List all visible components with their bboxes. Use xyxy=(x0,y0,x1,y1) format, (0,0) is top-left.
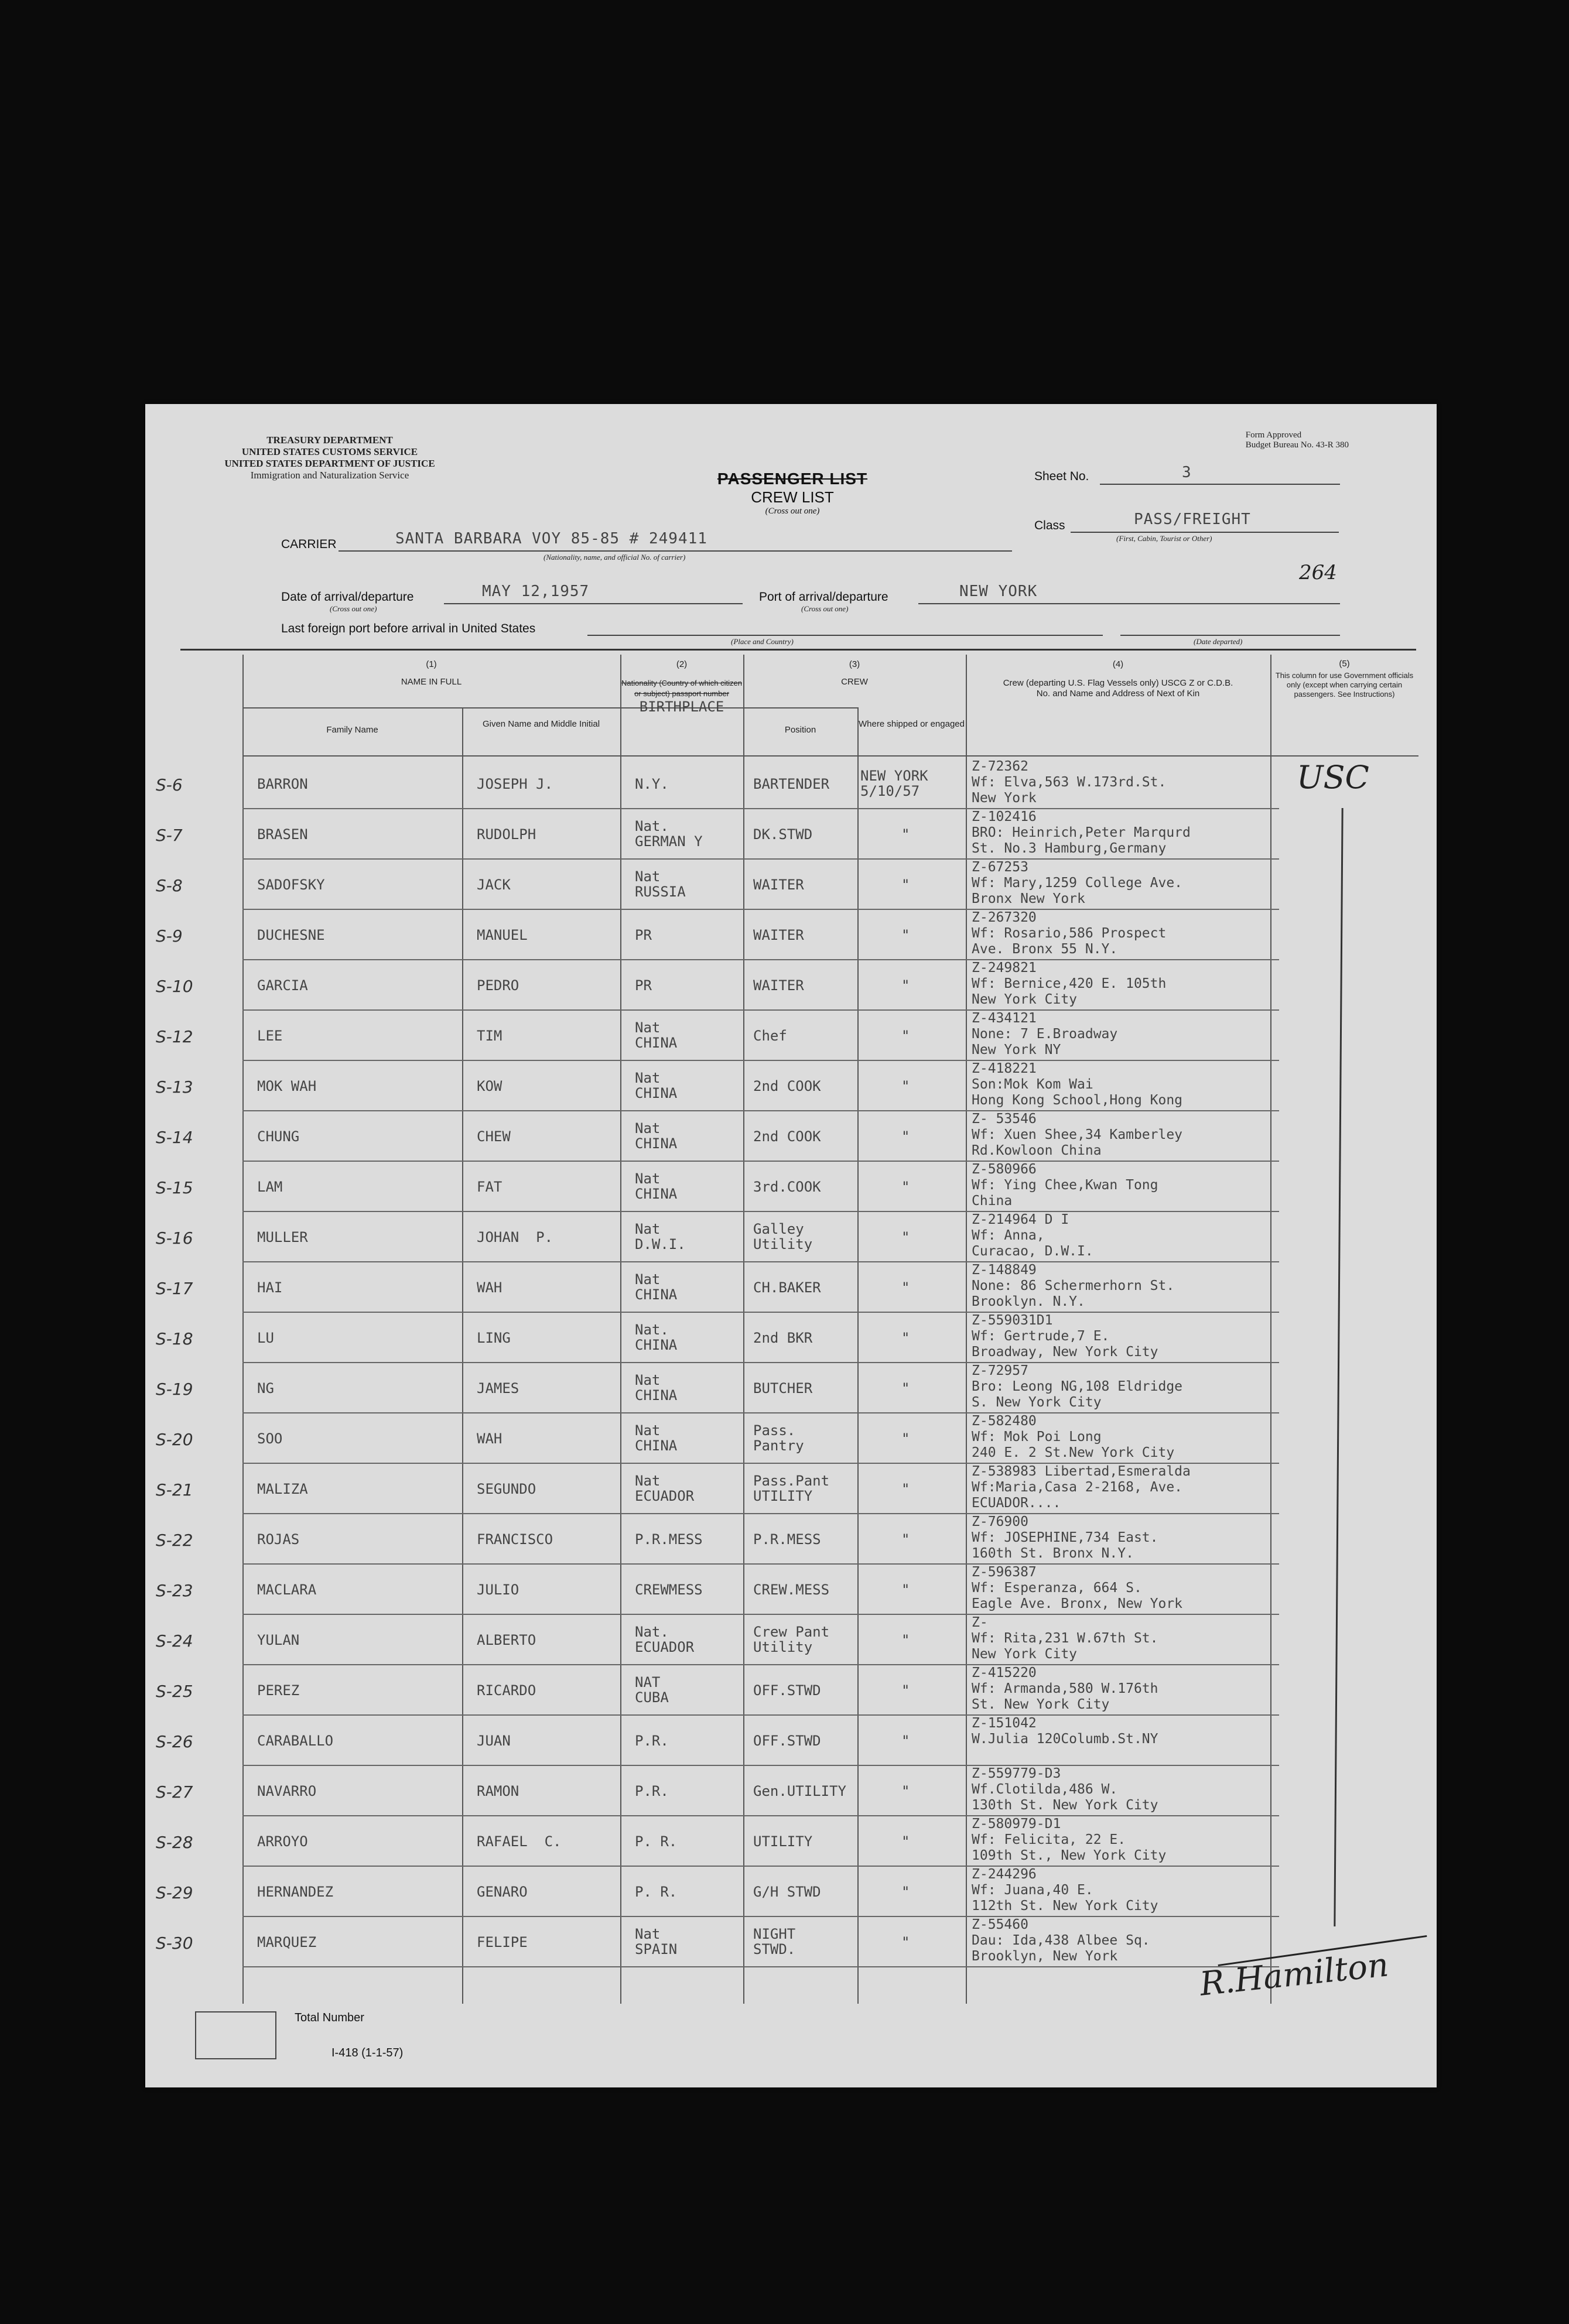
table-row xyxy=(156,858,1279,910)
cell-shipped: " xyxy=(901,1028,910,1044)
cell-kin: Z- 53546 Wf: Xuen Shee,34 Kamberley Rd.Kowloon China xyxy=(972,1111,1183,1158)
crew-header: CREW xyxy=(841,677,868,687)
cell-shipped: " xyxy=(901,826,910,843)
cell-position: DK.STWD xyxy=(753,826,813,843)
cell-shipped: " xyxy=(901,1279,910,1296)
subheader-rule xyxy=(242,707,857,709)
row-number: S-28 xyxy=(156,1833,193,1852)
cell-shipped: " xyxy=(901,1380,910,1397)
table-row xyxy=(156,1714,1279,1766)
cell-kin: Z-267320 Wf: Rosario,586 Prospect Ave. Bronx 55 N.Y. xyxy=(972,910,1167,957)
port-label: Port of arrival/departure xyxy=(759,590,888,604)
table-row xyxy=(156,1161,1279,1212)
cell-given: JUAN xyxy=(477,1733,511,1749)
family-name-header: Family Name xyxy=(326,725,378,735)
cell-kin: Z-249821 Wf: Bernice,420 E. 105th New York City xyxy=(972,960,1167,1007)
table-row xyxy=(156,1362,1279,1413)
date-line xyxy=(444,603,743,604)
cell-given: WAH xyxy=(477,1430,503,1447)
cell-kin: Z-580966 Wf: Ying Chee,Kwan Tong China xyxy=(972,1162,1158,1209)
cell-shipped: " xyxy=(901,1481,910,1497)
cell-birth: P.R. xyxy=(635,1733,669,1749)
dept-line-4: Immigration and Naturalization Service xyxy=(250,470,409,481)
cell-shipped: " xyxy=(901,1078,910,1094)
col3-number: (3) xyxy=(849,659,860,669)
cell-given: JULIO xyxy=(477,1582,519,1598)
position-header: Position xyxy=(784,725,816,735)
cell-kin: Z-148849 None: 86 Schermerhorn St. Brooklyn. N.Y. xyxy=(972,1262,1175,1309)
row-number: S-20 xyxy=(156,1430,193,1449)
cell-position: 3rd.COOK xyxy=(753,1179,821,1195)
cell-given: PEDRO xyxy=(477,977,519,994)
cell-shipped: " xyxy=(901,1884,910,1900)
cell-shipped: " xyxy=(901,1783,910,1799)
cell-birth: Nat ECUADOR xyxy=(635,1473,695,1504)
cell-family: CARABALLO xyxy=(257,1733,334,1749)
cell-birth: Nat. ECUADOR xyxy=(635,1624,695,1655)
cell-family: NAVARRO xyxy=(257,1783,317,1799)
cell-kin: Z-72957 Bro: Leong NG,108 Eldridge S. New York City xyxy=(972,1363,1183,1410)
cell-given: RAFAEL C. xyxy=(477,1833,562,1850)
cell-shipped: " xyxy=(901,1229,910,1245)
cell-shipped: " xyxy=(901,1833,910,1850)
cell-birth: Nat CHINA xyxy=(635,1170,678,1202)
birthplace-header: BIRTHPLACE xyxy=(639,699,724,715)
row-number: S-12 xyxy=(156,1027,193,1046)
cell-family: DUCHESNE xyxy=(257,927,325,943)
last-port-label: Last foreign port before arrival in United States xyxy=(281,622,536,635)
cell-kin: Z-559779-D3 Wf.Clotilda,486 W. 130th St. New York City xyxy=(972,1766,1158,1813)
cell-birth: NAT CUBA xyxy=(635,1674,669,1706)
class-line xyxy=(1071,532,1339,533)
table-row xyxy=(156,1614,1279,1665)
row-number: S-10 xyxy=(156,977,193,996)
cell-given: RICARDO xyxy=(477,1682,536,1699)
carrier-note: (Nationality, name, and official No. of carrier) xyxy=(543,553,686,562)
date-value: MAY 12,1957 xyxy=(482,583,590,600)
cell-position: Pass. Pantry xyxy=(753,1422,804,1454)
date-departed-line xyxy=(1120,635,1340,636)
sheet-line xyxy=(1100,484,1340,485)
row-number: S-23 xyxy=(156,1581,193,1600)
row-number: S-24 xyxy=(156,1631,193,1651)
cell-family: LAM xyxy=(257,1179,283,1195)
cell-family: LU xyxy=(257,1330,274,1346)
table-row xyxy=(156,909,1279,960)
place-note: (Place and Country) xyxy=(731,637,794,646)
cell-shipped: " xyxy=(901,1531,910,1548)
last-port-line xyxy=(587,635,1103,636)
cell-family: LEE xyxy=(257,1028,283,1044)
class-note: (First, Cabin, Tourist or Other) xyxy=(1116,534,1212,543)
cell-birth: Nat D.W.I. xyxy=(635,1221,686,1252)
table-row xyxy=(156,1866,1279,1917)
row-number: S-30 xyxy=(156,1933,193,1953)
cell-family: MARQUEZ xyxy=(257,1934,317,1950)
shipped-header: Where shipped or engaged xyxy=(859,719,965,729)
row-number: S-15 xyxy=(156,1178,193,1197)
col4-text: Crew (departing U.S. Flag Vessels only) USCG Z or C.D.B. No. and Name and Address of Next of Kin xyxy=(1003,678,1233,699)
cell-kin: Z-596387 Wf: Esperanza, 664 S. Eagle Ave. Bronx, New York xyxy=(972,1565,1183,1611)
cell-family: BARRON xyxy=(257,776,308,792)
cell-shipped: " xyxy=(901,927,910,943)
row-number: S-17 xyxy=(156,1279,193,1298)
cell-kin: Z-72362 Wf: Elva,563 W.173rd.St. New York xyxy=(972,759,1167,806)
cell-kin: Z- Wf: Rita,231 W.67th St. New York City xyxy=(972,1615,1158,1662)
cell-given: JOSEPH J. xyxy=(477,776,553,792)
table-row xyxy=(156,808,1279,860)
table-row xyxy=(156,1563,1279,1615)
cell-family: SOO xyxy=(257,1430,283,1447)
cell-position: Galley Utility xyxy=(753,1221,813,1252)
cell-position: Gen.UTILITY xyxy=(753,1783,846,1799)
table-row xyxy=(156,1261,1279,1313)
table-row xyxy=(156,1765,1279,1816)
row-number: S-22 xyxy=(156,1531,193,1550)
dept-line-1: TREASURY DEPARTMENT xyxy=(266,434,393,446)
crew-list-document xyxy=(145,404,1437,2087)
col2-header xyxy=(620,659,743,715)
cell-position: G/H STWD xyxy=(753,1884,821,1900)
cell-position: 2nd COOK xyxy=(753,1128,821,1145)
row-number: S-14 xyxy=(156,1128,193,1147)
total-number-label: Total Number xyxy=(295,2011,364,2024)
row-number: S-27 xyxy=(156,1782,193,1802)
cell-position: WAITER xyxy=(753,927,804,943)
usc-annotation: USC xyxy=(1297,759,1369,796)
cell-kin: Z-55460 Dau: Ida,438 Albee Sq. Brooklyn, New York xyxy=(972,1917,1150,1964)
cell-position: CREW.MESS xyxy=(753,1582,830,1598)
carrier-line xyxy=(339,550,1012,552)
cell-family: ARROYO xyxy=(257,1833,308,1850)
cell-family: PEREZ xyxy=(257,1682,300,1699)
cell-family: MACLARA xyxy=(257,1582,317,1598)
cell-kin: Z-67253 Wf: Mary,1259 College Ave. Bronx New York xyxy=(972,860,1183,906)
col5-header xyxy=(1270,659,1418,699)
cell-shipped: " xyxy=(901,1682,910,1699)
table-row xyxy=(156,758,1279,809)
cell-birth: Nat CHINA xyxy=(635,1120,678,1152)
row-number: S-21 xyxy=(156,1480,193,1500)
date-departed-note: (Date departed) xyxy=(1194,637,1243,646)
cell-given: FELIPE xyxy=(477,1934,528,1950)
cell-position: BARTENDER xyxy=(753,776,830,792)
col3-header xyxy=(743,659,966,687)
cell-birth: P.R. xyxy=(635,1783,669,1799)
date-note: (Cross out one) xyxy=(330,604,377,613)
handwritten-number: 264 xyxy=(1299,561,1337,584)
cell-given: RUDOLPH xyxy=(477,826,536,843)
col4-header xyxy=(966,659,1270,699)
row-number: S-9 xyxy=(156,926,183,946)
cell-birth: Nat SPAIN xyxy=(635,1926,678,1957)
cell-given: GENARO xyxy=(477,1884,528,1900)
cell-given: KOW xyxy=(477,1078,503,1094)
budget-bureau-text: Budget Bureau No. 43-R 380 xyxy=(1245,440,1349,450)
cell-shipped: " xyxy=(901,1733,910,1749)
cell-birth: Nat CHINA xyxy=(635,1070,678,1101)
cell-shipped: " xyxy=(901,1632,910,1648)
table-row xyxy=(156,1664,1279,1716)
cell-kin: Z-559031D1 Wf: Gertrude,7 E. Broadway, New York City xyxy=(972,1313,1158,1360)
cell-family: HERNANDEZ xyxy=(257,1884,334,1900)
port-value: NEW YORK xyxy=(959,583,1038,600)
port-line xyxy=(918,603,1340,604)
cell-position: Pass.Pant UTILITY xyxy=(753,1473,830,1504)
cell-given: CHEW xyxy=(477,1128,511,1145)
total-number-box xyxy=(195,2011,276,2059)
cell-position: OFF.STWD xyxy=(753,1682,821,1699)
cell-given: FAT xyxy=(477,1179,503,1195)
date-label: Date of arrival/departure xyxy=(281,590,414,604)
header-divider xyxy=(180,649,1416,651)
cell-family: CHUNG xyxy=(257,1128,300,1145)
row-number: S-18 xyxy=(156,1329,193,1348)
cell-family: MOK WAH xyxy=(257,1078,317,1094)
title-crossed: PASSENGER LIST xyxy=(717,470,868,488)
cell-birth: Nat CHINA xyxy=(635,1422,678,1454)
title-note: (Cross out one) xyxy=(765,506,820,516)
table-row xyxy=(156,1312,1279,1363)
row-number: S-26 xyxy=(156,1732,193,1751)
dept-line-3: UNITED STATES DEPARTMENT OF JUSTICE xyxy=(224,458,435,469)
cell-shipped: " xyxy=(901,1582,910,1598)
document-title xyxy=(699,470,886,516)
cell-shipped: " xyxy=(901,1430,910,1447)
cell-position: 2nd COOK xyxy=(753,1078,821,1094)
cell-position: NIGHT STWD. xyxy=(753,1926,796,1957)
table-row xyxy=(156,1463,1279,1514)
cell-position: WAITER xyxy=(753,877,804,893)
cell-kin: Z-415220 Wf: Armanda,580 W.176th St. New York City xyxy=(972,1665,1158,1712)
col1-number: (1) xyxy=(426,659,437,669)
col2-number: (2) xyxy=(676,659,688,669)
cell-birth: Nat. GERMAN Y xyxy=(635,818,703,850)
row-number: S-6 xyxy=(156,775,183,795)
cell-birth: Nat CHINA xyxy=(635,1271,678,1303)
cell-position: UTILITY xyxy=(753,1833,813,1850)
cell-position: Chef xyxy=(753,1028,787,1044)
cell-position: OFF.STWD xyxy=(753,1733,821,1749)
table-row xyxy=(156,1110,1279,1162)
col1-header xyxy=(242,659,620,687)
form-approved-text: Form Approved xyxy=(1245,430,1302,440)
cell-birth: Nat CHINA xyxy=(635,1372,678,1404)
table-row xyxy=(156,1211,1279,1262)
table-row xyxy=(156,959,1279,1011)
row-number: S-19 xyxy=(156,1380,193,1399)
form-approval xyxy=(1246,430,1349,450)
sheet-label: Sheet No. xyxy=(1034,470,1089,483)
cell-given: WAH xyxy=(477,1279,503,1296)
table-row xyxy=(156,1815,1279,1867)
col1-title: NAME IN FULL xyxy=(401,677,462,687)
cell-given: JAMES xyxy=(477,1380,519,1397)
cell-kin: Z-538983 Libertad,Esmeralda Wf:Maria,Casa 2-2168, Ave. ECUADOR.... xyxy=(972,1464,1191,1511)
cell-given: FRANCISCO xyxy=(477,1531,553,1548)
col5-text: This column for use Government officials only (except when carrying certain passengers. See Instructions) xyxy=(1275,671,1414,699)
cell-family: MALIZA xyxy=(257,1481,308,1497)
cell-shipped: " xyxy=(901,1128,910,1145)
table-row xyxy=(156,1412,1279,1464)
row-number: S-8 xyxy=(156,876,183,895)
header-bottom-rule xyxy=(242,755,1418,757)
row-number: S-25 xyxy=(156,1682,193,1701)
cell-birth: Nat CHINA xyxy=(635,1019,678,1051)
cell-shipped: " xyxy=(901,877,910,893)
sheet-number: 3 xyxy=(1182,464,1192,481)
table-row xyxy=(156,1009,1279,1061)
col2-crossed-text: Nationality (Country of which citizen or subject) passport number xyxy=(621,679,742,698)
cell-family: YULAN xyxy=(257,1632,300,1648)
cell-position: P.R.MESS xyxy=(753,1531,821,1548)
cell-family: BRASEN xyxy=(257,826,308,843)
cell-birth: Nat RUSSIA xyxy=(635,868,686,900)
port-note: (Cross out one) xyxy=(801,604,849,613)
cell-family: NG xyxy=(257,1380,274,1397)
given-name-header: Given Name and Middle Initial xyxy=(482,719,600,729)
cell-birth: P.R.MESS xyxy=(635,1531,703,1548)
cell-shipped: " xyxy=(901,1179,910,1195)
cell-kin: Z-434121 None: 7 E.Broadway New York NY xyxy=(972,1011,1118,1057)
department-header xyxy=(177,434,482,481)
cell-birth: P. R. xyxy=(635,1884,678,1900)
carrier-label: CARRIER xyxy=(281,538,337,551)
handwritten-vertical-line xyxy=(1334,808,1343,1926)
cell-birth: Nat. CHINA xyxy=(635,1322,678,1353)
cell-kin: Z-580979-D1 Wf: Felicita, 22 E. 109th St., New York City xyxy=(972,1816,1167,1863)
cell-kin: Z-244296 Wf: Juana,40 E. 112th St. New York City xyxy=(972,1867,1158,1914)
cell-position: CH.BAKER xyxy=(753,1279,821,1296)
cell-birth: PR xyxy=(635,977,652,994)
row-number: S-16 xyxy=(156,1228,193,1248)
carrier-value: SANTA BARBARA VOY 85-85 # 249411 xyxy=(395,530,707,547)
row-number: S-29 xyxy=(156,1883,193,1902)
class-label: Class xyxy=(1034,519,1065,532)
cell-birth: PR xyxy=(635,927,652,943)
cell-shipped: " xyxy=(901,1934,910,1950)
cell-kin: Z-76900 Wf: JOSEPHINE,734 East. 160th St. Bronx N.Y. xyxy=(972,1514,1158,1561)
cell-shipped: " xyxy=(901,977,910,994)
cell-birth: CREWMESS xyxy=(635,1582,703,1598)
cell-position: WAITER xyxy=(753,977,804,994)
cell-given: JACK xyxy=(477,877,511,893)
cell-given: JOHAN P. xyxy=(477,1229,553,1245)
table-row xyxy=(156,1916,1279,1967)
cell-position: 2nd BKR xyxy=(753,1330,813,1346)
cell-birth: P. R. xyxy=(635,1833,678,1850)
cell-given: ALBERTO xyxy=(477,1632,536,1648)
col4-number: (4) xyxy=(1112,659,1124,669)
cell-given: TIM xyxy=(477,1028,503,1044)
cell-family: HAI xyxy=(257,1279,283,1296)
cell-shipped: " xyxy=(901,1330,910,1346)
table-row xyxy=(156,1513,1279,1565)
cell-position: BUTCHER xyxy=(753,1380,813,1397)
cell-shipped: NEW YORK 5/10/57 xyxy=(860,768,928,799)
row-number: S-7 xyxy=(156,826,183,845)
cell-given: RAMON xyxy=(477,1783,519,1799)
cell-family: SADOFSKY xyxy=(257,877,325,893)
cell-family: GARCIA xyxy=(257,977,308,994)
cell-birth: N.Y. xyxy=(635,776,669,792)
title-main: CREW LIST xyxy=(751,488,834,506)
cell-position: Crew Pant Utility xyxy=(753,1624,830,1655)
form-number: I-418 (1-1-57) xyxy=(331,2046,404,2059)
cell-family: MULLER xyxy=(257,1229,308,1245)
cell-kin: Z-102416 BRO: Heinrich,Peter Marqurd St. No.3 Hamburg,Germany xyxy=(972,809,1191,856)
cell-kin: Z-582480 Wf: Mok Poi Long 240 E. 2 St.New York City xyxy=(972,1413,1175,1460)
cell-family: ROJAS xyxy=(257,1531,300,1548)
table-row xyxy=(156,1060,1279,1111)
dept-line-2: UNITED STATES CUSTOMS SERVICE xyxy=(241,446,418,457)
row-number: S-13 xyxy=(156,1077,193,1097)
col5-number: (5) xyxy=(1339,659,1350,669)
cell-given: LING xyxy=(477,1330,511,1346)
cell-kin: Z-214964 D I Wf: Anna, Curacao, D.W.I. xyxy=(972,1212,1093,1259)
cell-kin: Z-418221 Son:Mok Kom Wai Hong Kong School,Hong Kong xyxy=(972,1061,1183,1108)
cell-given: SEGUNDO xyxy=(477,1481,536,1497)
class-value: PASS/FREIGHT xyxy=(1134,511,1251,528)
cell-kin: Z-151042 W.Julia 120Columb.St.NY xyxy=(972,1716,1158,1747)
signature: R.Hamilton xyxy=(1198,1946,1390,2004)
cell-given: MANUEL xyxy=(477,927,528,943)
